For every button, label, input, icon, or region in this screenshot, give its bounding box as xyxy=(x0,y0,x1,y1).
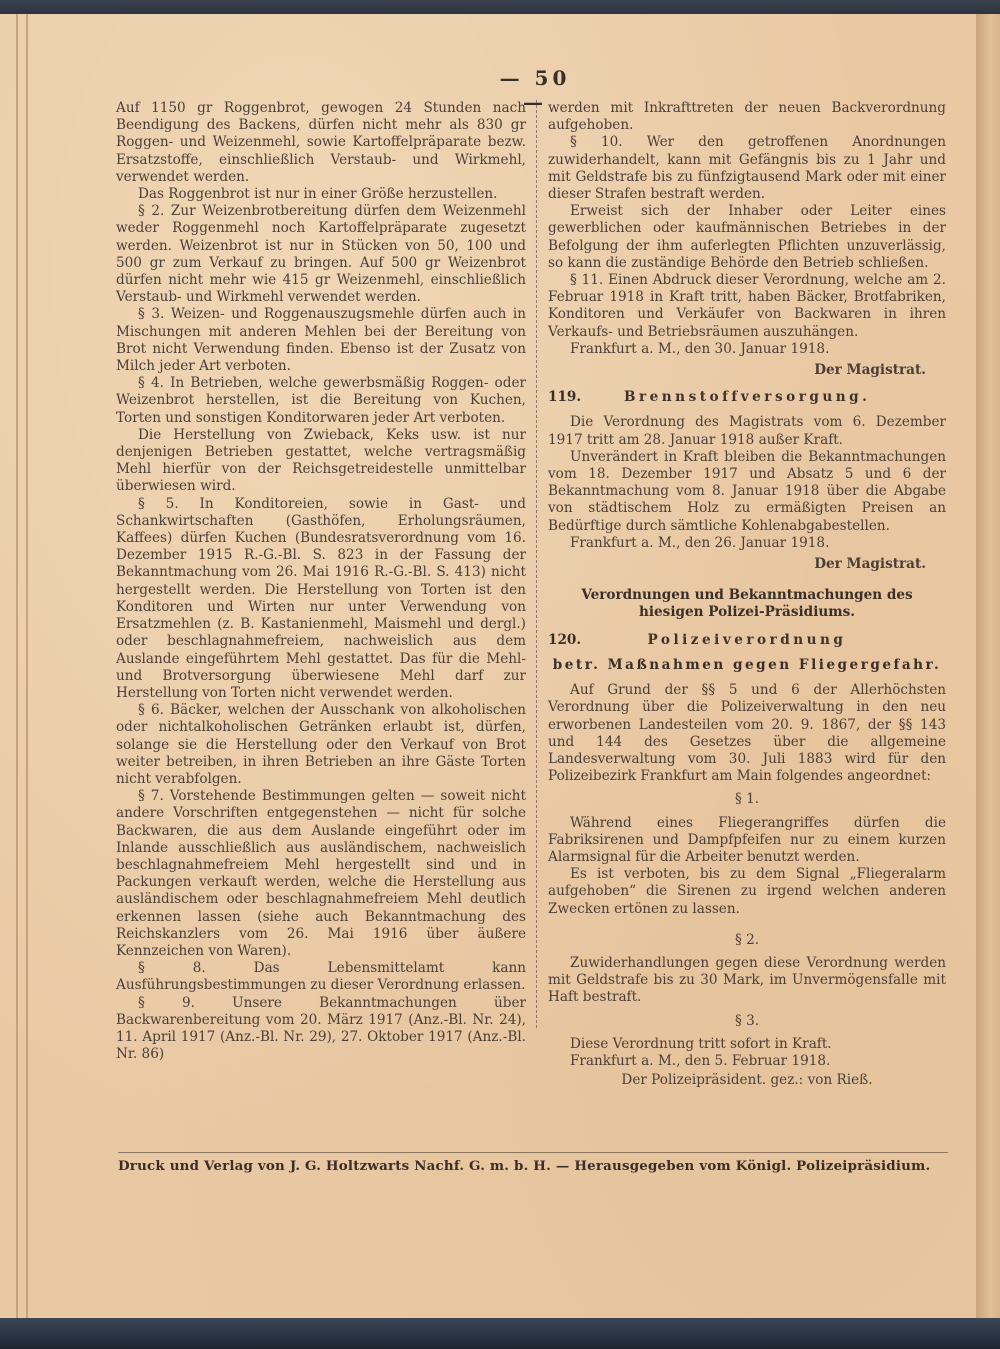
clause-label: § 3. xyxy=(734,1012,760,1029)
imprint-footer: Druck und Verlag von J. G. Holtzwarts Nachf. G. m. b. H. — Herausgegeben vom Königl. Polizeipräsidium. xyxy=(118,1158,931,1174)
right-column xyxy=(548,100,946,1089)
paragraph-s10: § 10. Wer den getroffenen Anordnungen zuwiderhandelt, kann mit Gefängnis bis zu 1 Jahr und mit Geldstrafe bis zu fünfzigtausend Mark oder mit einer dieser Strafen bestraft werden. xyxy=(548,134,946,203)
gutter-line xyxy=(16,14,18,1320)
column-divider xyxy=(536,100,538,1028)
paragraph: Es ist verboten, bis zu dem Signal „Fliegeralarm aufgehoben“ die Sirenen zu irgend welchen anderen Zwecken ertönen zu lassen. xyxy=(548,866,946,917)
section-subtitle: betr. Maßnahmen gegen Fliegergefahr. xyxy=(552,656,942,673)
paragraph: Erweist sich der Inhaber oder Leiter eines gewerblichen oder kaufmännischen Betriebes in der Befolgung der ihm auferlegten Pflichten unzuverlässig, so kann die zuständige Behörde den Betrieb schließen. xyxy=(548,203,946,271)
paragraph-s6: § 6. Bäcker, welchen der Ausschank von alkoholischen oder nichtalkoholischen Getränken erlaubt ist, dürfen, solange sie die Herstellung oder den Verkauf von Brot weiter betreiben, in ihren Betrieben an ihre Gäste Torten nicht verabfolgen. xyxy=(116,702,526,787)
paragraph-s3: § 3. Weizen- und Roggenauszugsmehle dürfen auch in Mischungen mit anderen Mehlen bei der Bereitung von Brot nicht Verwendung finden. Ebenso ist der Zusatz von Milch jeder Art verboten. xyxy=(116,306,526,375)
clause-label: § 2. xyxy=(734,931,760,948)
paragraph-s7: § 7. Vorstehende Bestimmungen gelten — soweit nicht andere Vorschriften entgegenstehen — nicht für solche Backwaren, die aus dem Auslande eingeführt oder im Inlande ausschließlich aus ausländischem, nachweislich beschlagnahmefreiem Mehl hergestellt sind und in Packungen verkauft werden, welche die Herstellung aus ausländischem oder beschlagnahmefreiem Mehl deutlich erkennen lassen (siehe auch Bekanntmachung des Reichskanzlers vom 26. Mai 1916 über äußere Kennzeichen von Waren). xyxy=(116,788,526,959)
paragraph-s5: § 5. In Konditoreien, sowie in Gast- und Schankwirtschaften (Gasthöfen, Erholungsräumen, Kaffees) dürfen Kuchen (Bundesratsverordnung vom 16. Dezember 1915 R.-G.-Bl. S. 823 in der Fassung der Bekanntmachung vom 26. Mai 1916 R.-G.-Bl. S. 413) nicht hergestellt werden. Die Herstellung von Torten ist den Konditoren und Wirten nur unter Verwendung von Ersatzmehlen (z. B. Kastanienmehl, Maismehl und dergl.) oder beschlagnahmefreiem, nachweislich aus dem Auslande eingeführtem Mehl gestattet. Das für die Mehl- und Brotversorgung überwiesene Mehl darf zur Herstellung von Torten nicht verwendet werden. xyxy=(116,495,526,701)
section-title: Polizeiverordnung xyxy=(647,631,847,648)
dateline: Frankfurt a. M., den 26. Januar 1918. xyxy=(570,534,830,551)
paragraph: Die Herstellung von Zwieback, Keks usw. ist nur denjenigen Betrieben gestattet, welche vertragsmäßig Mehl hierfür von der Reichsgetreidestelle unmittelbar überwiesen wird. xyxy=(116,426,526,495)
signature: Der Polizeipräsident. gez.: von Rieß. xyxy=(621,1072,873,1089)
paragraph: Auf Grund der §§ 5 und 6 der Allerhöchsten Verordnung über die Polizeiverwaltung in den neu erworbenen Landesteilen vom 20. 9. 1867, der §§ 143 und 144 des Gesetzes über die allgemeine Landesverwaltung vom 30. Juli 1883 wird für den Polizeibezirk Frankfurt am Main folgendes angeordnet: xyxy=(548,682,946,785)
section-number: 119. xyxy=(548,389,582,406)
footer-rule xyxy=(118,1152,948,1153)
gutter-line xyxy=(26,14,28,1320)
paragraph-s2: § 2. Zur Weizenbrotbereitung dürfen dem Weizenmehl weder Roggenmehl noch Kartoffelpräparate zugesetzt werden. Weizenbrot ist nur in Stücken von 50, 100 und 500 gr zum Verkauf zu bringen. Auf 500 gr Weizenbrot dürfen nicht mehr wie 415 gr Weizenmehl, einschließlich Verstaub- und Wirkmehl verwendet werden. xyxy=(116,203,526,306)
signature: Der Magistrat. xyxy=(814,556,926,573)
section-number: 120. xyxy=(548,631,582,648)
paragraph: Unverändert in Kraft bleiben die Bekanntmachungen vom 18. Dezember 1917 und Absatz 5 und 6 der Bekanntmachung vom 8. Januar 1918 über die Abgabe von städtischem Holz zu ermäßigten Preisen an Bedürftige durch sämtliche Kohlenabgabestellen. xyxy=(548,448,946,534)
paragraph: Diese Verordnung tritt sofort in Kraft. xyxy=(570,1035,832,1052)
paragraph: Das Roggenbrot ist nur in einer Größe herzustellen. xyxy=(138,186,498,203)
clause-label: § 1. xyxy=(734,791,760,808)
paragraph-s8: § 8. Das Lebensmittelamt kann Ausführungsbestimmungen zu dieser Verordnung erlassen. xyxy=(116,960,526,994)
paragraph: Die Verordnung des Magistrats vom 6. Dezember 1917 tritt am 28. Januar 1918 außer Kraft. xyxy=(548,414,946,448)
signature: Der Magistrat. xyxy=(814,362,926,379)
left-column xyxy=(116,100,526,1063)
binding-bottom xyxy=(0,1318,1000,1349)
section-title: Brennstoffversorgung. xyxy=(624,389,871,406)
paragraph-s9: § 9. Unsere Bekanntmachungen über Backwarenbereitung vom 20. März 1917 (Anz.-Bl. Nr. 24), 11. April 1917 (Anz.-Bl. Nr. 29), 27. Oktober 1917 (Anz.-Bl. Nr. 86) xyxy=(116,994,526,1063)
dateline: Frankfurt a. M., den 30. Januar 1918. xyxy=(570,340,830,357)
block-heading: Verordnungen und Bekanntmachungen des hiesigen Polizei-Präsidiums. xyxy=(581,587,913,621)
paragraph: Auf 1150 gr Roggenbrot, gewogen 24 Stunden nach Beendigung des Backens, dürfen nicht mehr als 830 gr Roggen- und Weizenmehl, sowie Kartoffelpräparate bezw. Ersatzstoffe, einschließlich Verstaub- und Wirkmehl, verwendet werden. xyxy=(116,100,526,185)
dateline: Frankfurt a. M., den 5. Februar 1918. xyxy=(570,1052,831,1069)
section-header-120 xyxy=(548,632,946,649)
page-number: — 50 — xyxy=(499,66,571,114)
section-header-119 xyxy=(548,389,946,406)
paragraph-s11: § 11. Einen Abdruck dieser Verordnung, welche am 2. Februar 1918 in Kraft tritt, haben Bäcker, Brotfabriken, Konditoren und Verkäufer von Backwaren in ihren Verkaufs- und Betriebsräumen auszuhängen. xyxy=(548,272,946,340)
paragraph-continuation: werden mit Inkrafttreten der neuen Backverordnung aufgehoben. xyxy=(548,100,946,134)
paragraph: Zuwiderhandlungen gegen diese Verordnung werden mit Geldstrafe bis zu 30 Mark, im Unvermögensfalle mit Haft bestraft. xyxy=(548,954,946,1006)
paragraph: Während eines Fliegerangriffes dürfen die Fabriksirenen und Dampfpfeifen nur zu einem kurzen Alarmsignal für die Arbeiter benutzt werden. xyxy=(548,814,946,865)
paragraph-s4: § 4. In Betrieben, welche gewerbsmäßig Roggen- oder Weizenbrot herstellen, ist die Bereitung von Kuchen, Torten und sonstigen Konditorwaren jeder Art verboten. xyxy=(116,375,526,426)
page-edge xyxy=(976,14,1000,1320)
